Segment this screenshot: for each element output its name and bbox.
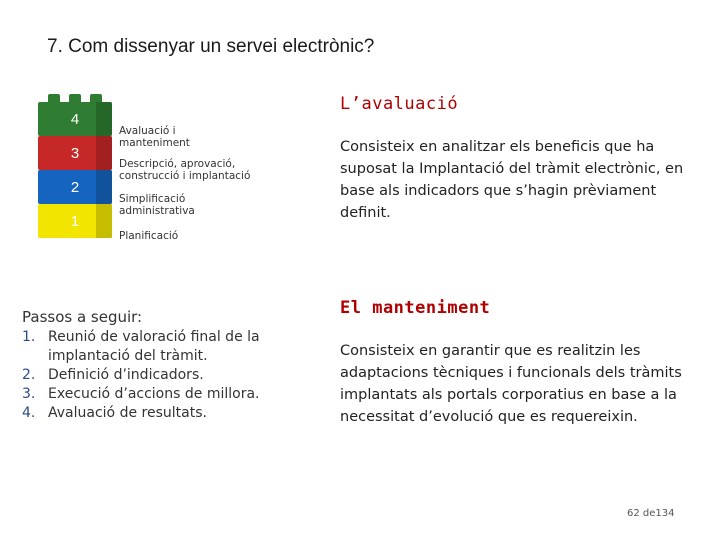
list-text: Avaluació de resultats.	[48, 405, 207, 421]
brick-label-3: Descripció, aprovació, construcció i implantació	[119, 158, 251, 182]
list-item	[22, 404, 312, 423]
list-item	[22, 366, 312, 385]
brick-number: 2	[70, 178, 80, 196]
brick-1	[38, 204, 112, 238]
brick-label-1: Planificació	[119, 230, 179, 242]
page-number: 62 de134	[627, 508, 675, 519]
list-text: Definició d’indicadors.	[48, 367, 204, 383]
slide-title: 7. Com dissenyar un servei electrònic?	[47, 36, 375, 57]
brick-number: 4	[70, 110, 80, 128]
brick-4	[38, 102, 112, 136]
manteniment-text: Consisteix en garantir que es realitzin les adaptacions tècniques i funcionals dels tràmits implantats als portals corporatius en base a la necessitat d’evolució que es requereixin.	[340, 343, 682, 425]
list-number: 1.	[22, 329, 36, 345]
list-text: Execució d’accions de millora.	[48, 386, 260, 402]
list-number: 3.	[22, 386, 36, 402]
brick-label-2: Simplificació administrativa	[119, 193, 195, 217]
avaluacio-text: Consisteix en analitzar els beneficis que ha suposat la Implantació del tràmit electrònic, en base als indicadors que s’hagin prèviament definit.	[340, 139, 684, 221]
avaluacio-heading: L’avaluació	[340, 94, 459, 114]
brick-number: 1	[70, 212, 80, 230]
brick-2	[38, 170, 112, 204]
list-item	[22, 385, 312, 404]
brick-3	[38, 136, 112, 170]
brick-number: 3	[70, 144, 80, 162]
steps-list	[22, 328, 312, 423]
list-text: Reunió de valoració final de la implantació del tràmit.	[48, 329, 260, 364]
list-item	[22, 328, 312, 366]
steps-heading: Passos a seguir:	[22, 308, 143, 326]
list-number: 2.	[22, 367, 36, 383]
lego-brick-stack	[38, 98, 112, 258]
list-number: 4.	[22, 405, 36, 421]
manteniment-heading: El manteniment	[340, 298, 491, 318]
brick-label-4: Avaluació i manteniment	[119, 125, 190, 149]
